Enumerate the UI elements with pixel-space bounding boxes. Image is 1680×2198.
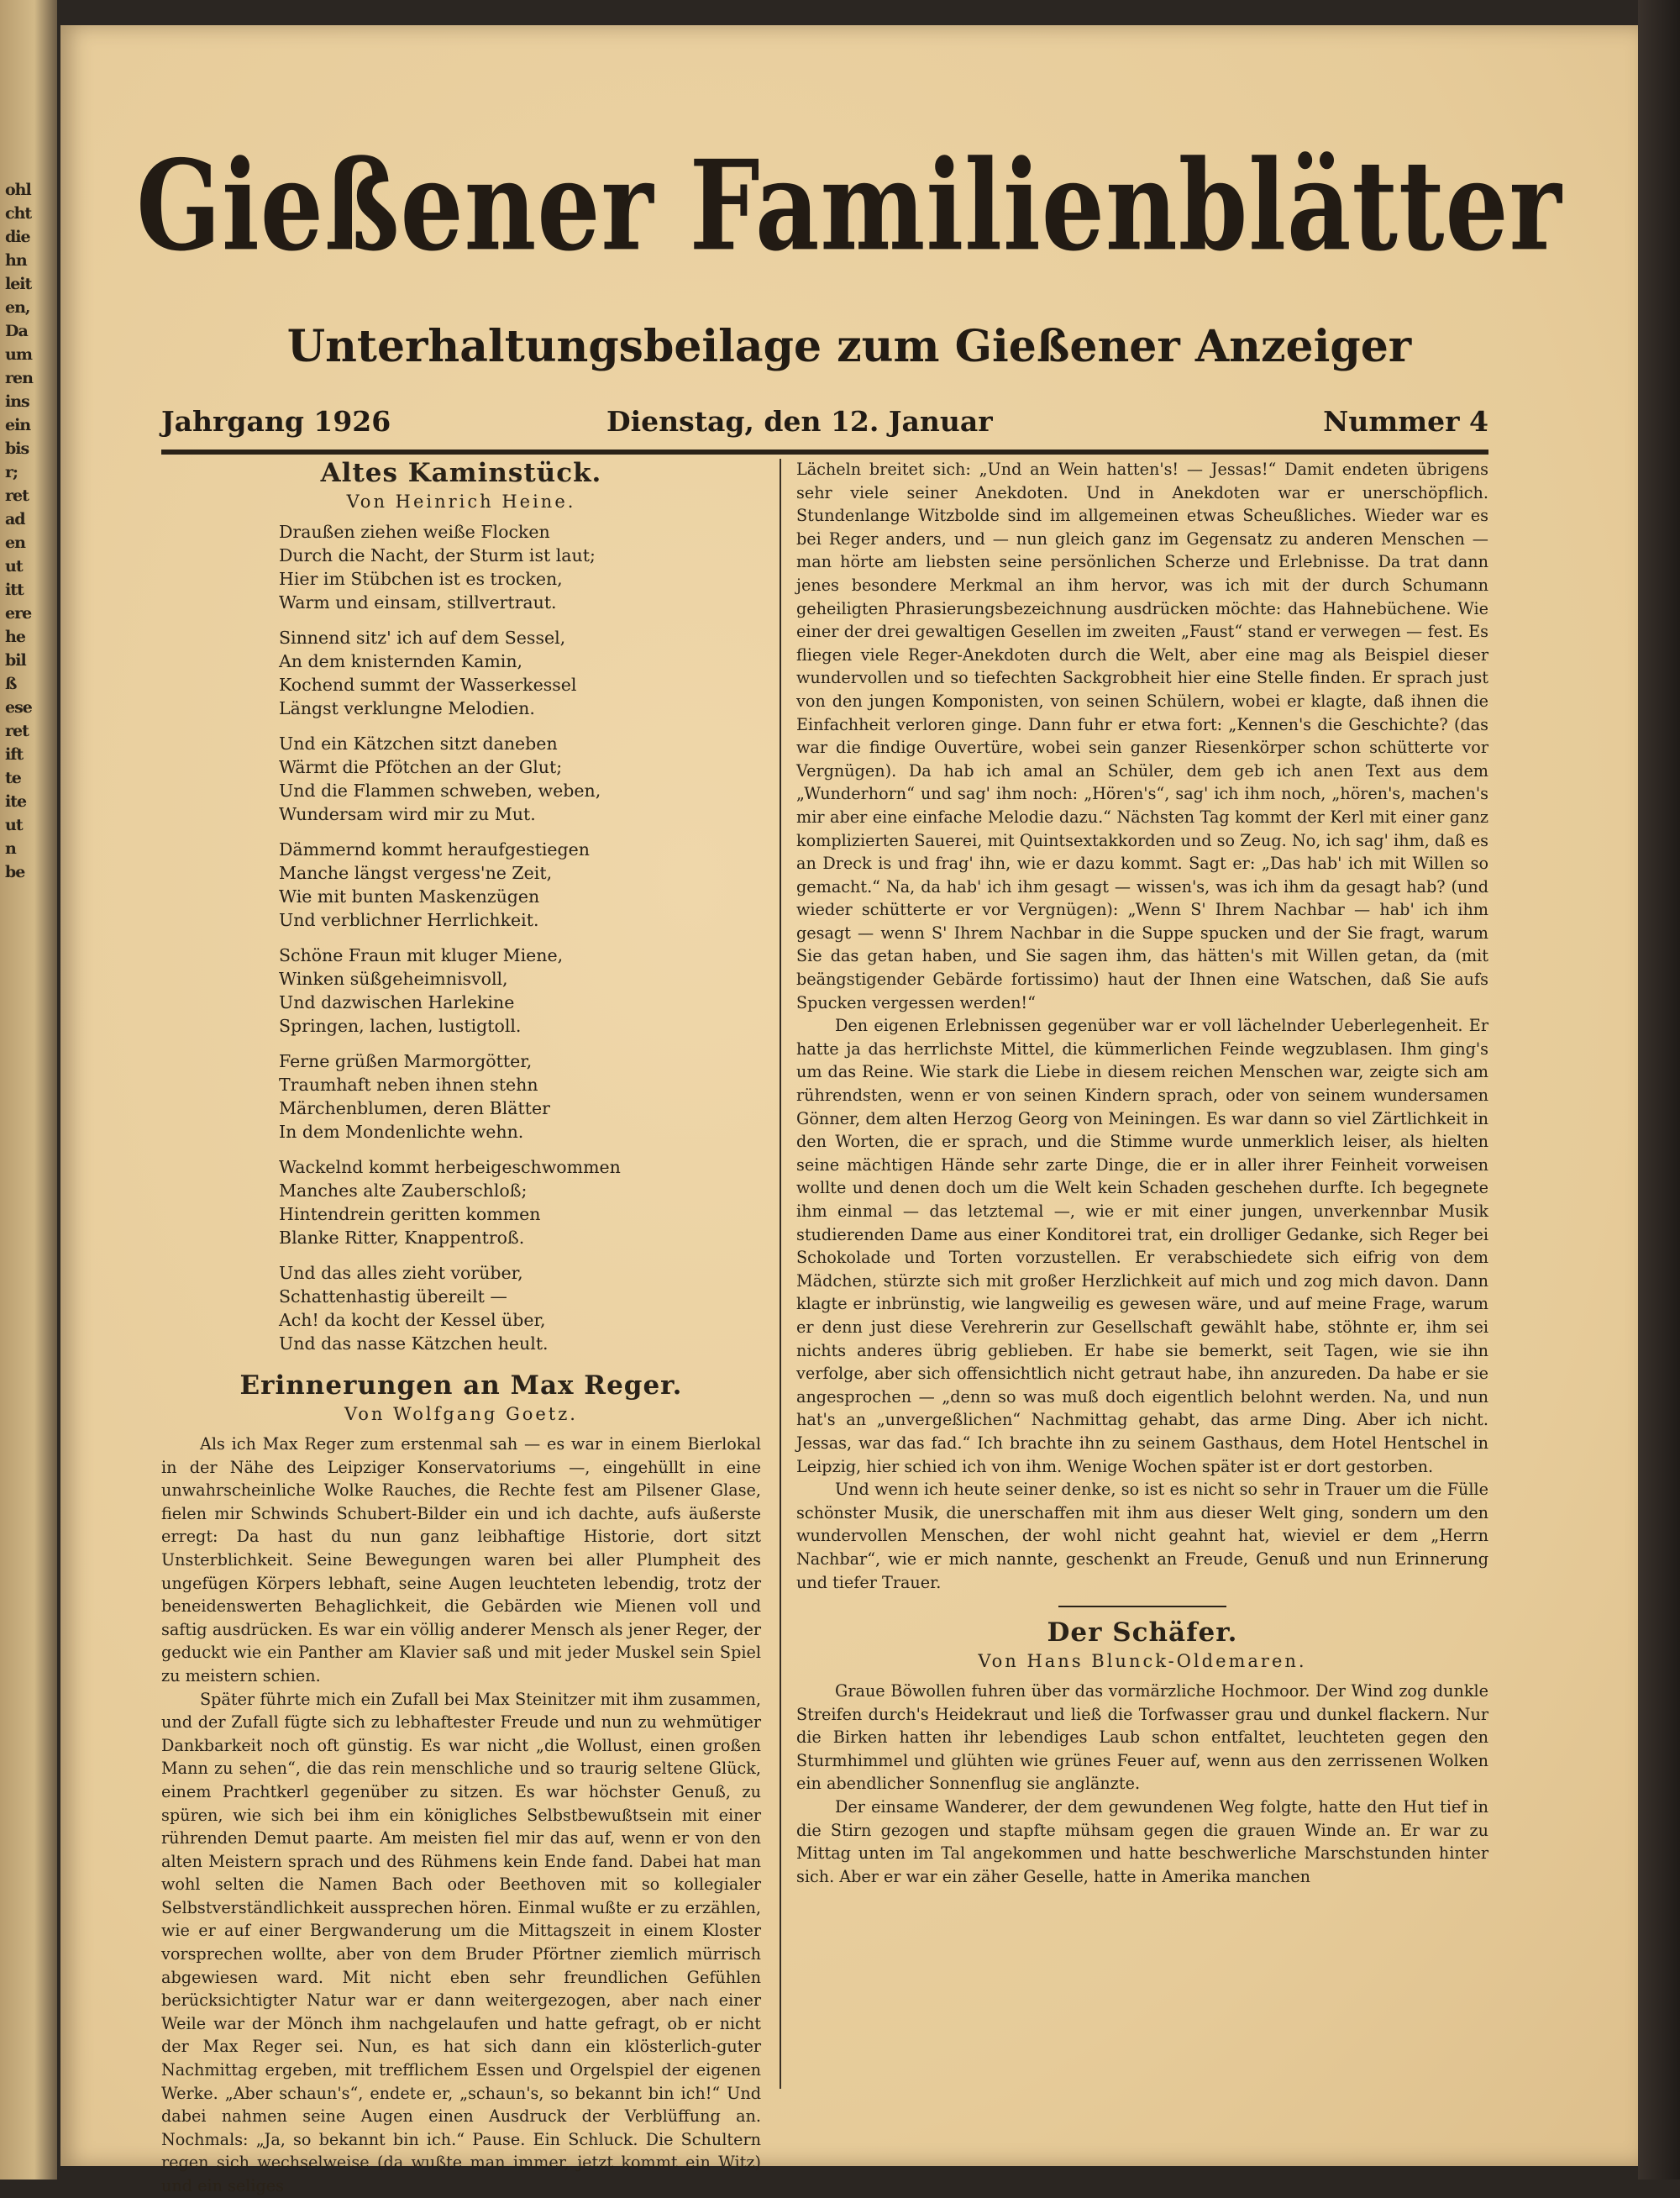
- poem-line: In dem Mondenlichte wehn.: [279, 1122, 524, 1142]
- issue-number: Nummer 4: [1323, 405, 1488, 438]
- reger-article-part-2: [796, 458, 1488, 1594]
- left-column: [161, 458, 761, 2198]
- poem-line: Ferne grüßen Marmorgötter,: [279, 1051, 533, 1071]
- poem-line: Draußen ziehen weiße Flocken: [279, 522, 550, 542]
- poem-line: An dem knisternden Kamin,: [279, 651, 523, 671]
- poem-line: Längst verklungne Melodien.: [279, 698, 535, 718]
- left-page-fragment: r;: [5, 463, 18, 481]
- article-separator: [1058, 1606, 1226, 1607]
- left-page-fragment: ren: [5, 369, 33, 387]
- poem-line: Blanke Ritter, Knappentroß.: [279, 1228, 525, 1248]
- reger-author: Von Wolfgang Goetz.: [344, 1404, 578, 1424]
- paragraph: Lächeln breitet sich: „Und an Wein hatten's! — Jessas!“ Damit endeten übrigens sehr viele seiner Anekdoten. Und in Anekdoten war er unerschöpflich. Stundenlange Witzbolde sind im allgemeinen etwas Scheußliches. Wieder war es bei Reger anders, und — nun gleich ganz im Gegensatz zu anderen Menschen — man hörte am liebsten seine persönlichen Scherze und Erlebnisse. Da trat dann jenes besondere Merkmal an ihm hervor, was ich mit der durch Schumann geheiligten Phrasierungsbezeichnung ausdrücken möchte: das Hahnebüchene. Wie einer der drei gewaltigen Gesellen im zweiten „Faust“ stand er verwegen — fest. Es fliegen viele Reger-Anekdoten durch die Welt, aber eine mag als Beispiel dieser wundervollen und so tiefechten Sackgrobheit hier eine Stelle finden. Er sprach just von den jungen Komponisten, von seinen Schülern, wobei er klagte, daß ihnen die Einfachheit verloren ginge. Dann fuhr er etwa fort: „Kennen's die Geschichte? (das war die findige Ouvertüre, wobei sein ganzer Riesenkörper schon schütterte vor Vergnügen). Da hab ich amal an Schüler, dem geb ich anen Text aus dem „Wunderhorn“ und sag' ihm noch: „Hören's“, sag' ich ihm noch, „hören's, machen's mir aber eine einfache Melodie dazu.“ Nächsten Tag kommt der Kerl mit einer ganz komplizierten Sauerei, mit Quintsextakkorden und so Zeug. No, ich sag' ihm, daß es an Dreck is und frag' ihn, wie er dazu kommt. Sagt er: „Das hab' ich mit Willen so gemacht.“ Na, da hab' ich ihm gesagt — wissen's, was ich ihm da gesagt hab? (und wieder schütterte er vor Vergnügen): „Wenn S' Ihrem Nachbar — hab' ich ihm gesagt — wenn S' Ihrem Nachbar in die Suppe spucken und der Sie fragt, warum Sie das getan haben, und Sie sagen ihm, das hätten's mit Willen getan, da (mit beängstigender Gebärde fortissimo) haut der Ihnen eine Watschen, daß Sie aufs Spucken vergessen werden!“: [796, 460, 1488, 1012]
- left-page-fragment: ret: [5, 722, 29, 740]
- poem-line: Manche längst vergess'ne Zeit,: [279, 863, 553, 883]
- poem-line: Und das alles zieht vorüber,: [279, 1263, 523, 1283]
- left-page-fragment: hn: [5, 251, 27, 270]
- left-page-fragment: bil: [5, 651, 26, 670]
- left-page-fragment: bis: [5, 439, 29, 458]
- poem-line: Märchenblumen, deren Blätter: [279, 1098, 550, 1118]
- poem-line: Schattenhastig übereilt —: [279, 1286, 507, 1307]
- poem-line: Wackelnd kommt herbeigeschwommen: [279, 1157, 621, 1177]
- poem-author: Von Heinrich Heine.: [346, 492, 576, 512]
- poem-line: Ach! da kocht der Kessel über,: [279, 1310, 546, 1330]
- reger-title: Erinnerungen an Max Reger.: [239, 1370, 683, 1401]
- poem-line: Schöne Fraun mit kluger Miene,: [279, 945, 564, 965]
- schaefer-author: Von Hans Blunck-Oldemaren.: [978, 1651, 1307, 1672]
- left-page-fragment: ut: [5, 816, 23, 834]
- left-page-fragment: ere: [5, 604, 32, 623]
- left-page-fragment: ohl: [5, 181, 31, 199]
- right-column: [796, 458, 1488, 1888]
- poem-line: Wie mit bunten Maskenzügen: [279, 886, 540, 907]
- poem-line: Sinnend sitz' ich auf dem Sessel,: [279, 628, 566, 648]
- left-page-fragment: ite: [5, 792, 27, 811]
- poem-title: Altes Kaminstück.: [320, 458, 602, 488]
- poem-line: Traumhaft neben ihnen stehn: [279, 1075, 538, 1095]
- left-page-fragment: ift: [5, 745, 24, 764]
- poem-line: Und dazwischen Harlekine: [279, 992, 515, 1012]
- poem-stanza: [279, 944, 761, 1038]
- left-page-fragment: be: [5, 863, 25, 881]
- masthead-subtitle: Unterhaltungsbeilage zum Gießener Anzeiger: [286, 321, 1412, 372]
- left-page-remnant: [0, 0, 57, 2180]
- newspaper-page: [60, 25, 1638, 2195]
- poem-stanza: [279, 732, 761, 826]
- paragraph: Den eigenen Erlebnissen gegenüber war er voll lächelnder Ueberlegenheit. Er hatte ja das herrlichste Mittel, die kümmerlichen Feinde wegzublasen. Ihm ging's um das Reine. Wie stark die Liebe in diesem reichen Menschen war, zeigte sich am rührendsten, wenn er von seinen Kindern sprach, oder von seinem wundersamen Gönner, dem alten Herzog Georg von Meiningen. Es war dann so viel Zärtlichkeit in den Worten, die er sprach, und die Stimme wurde unmerklich leiser, als hielten seine mächtigen Hände sehr zarte Dinge, die er in aller ihrer Feinheit vorweisen wollte und denen doch um die Welt kein Schaden geschehen durfte. Ich begegnete ihm einmal — das letztemal —, wie er mit einer jungen, unverkennbar Musik studierenden Dame aus einer Konditorei trat, ein drolliger Gedanke, sich Reger bei Schokolade und Torten vorzustellen. Er verabschiedete sich eifrig von dem Mädchen, stürzte sich mit großer Herzlichkeit auf mich und zog mich davon. Dann klagte er inbrünstig, wie langweilig es gewesen wäre, und auf meine Frage, warum er denn just diese Verehrerin zur Gesellschaft gewählt habe, stöhnte er, ihm sei nichts anderes übrig geblieben. Er habe sie bemerkt, seit Tagen, wie sie ihn verfolge, aber sich offensichtlich nicht getraut habe, ihn anzureden. Da habe er sie angesprochen — „denn so was muß doch eigentlich belohnt werden. Na, und nun hat's an „unvergeßlichen“ Nachmittag gehabt, das arme Ding. Aber ich nicht. Jessas, war das fad.“ Ich brachte ihn zu seinem Gasthaus, dem Hotel Hentschel in Leipzig, hier schied ich von ihm. Wenige Wochen später ist er dort gestorben.: [796, 1016, 1488, 1476]
- reger-article-part-1: [161, 1433, 761, 2198]
- poem-line: Springen, lachen, lustigtoll.: [279, 1016, 522, 1036]
- poem-stanza: [279, 520, 761, 614]
- poem-line: Warm und einsam, stillvertraut.: [279, 592, 557, 613]
- poem-stanza: [279, 1261, 761, 1355]
- left-page-fragment: ad: [5, 510, 25, 528]
- poem-line: Und die Flammen schweben, weben,: [279, 781, 601, 801]
- left-page-fragment: n: [5, 839, 16, 858]
- poem-line: Wundersam wird mir zu Mut.: [279, 804, 536, 824]
- poem-stanza: [279, 1049, 761, 1144]
- left-page-fragment: cht: [5, 204, 32, 223]
- poem-line: Durch die Nacht, der Sturm ist laut;: [279, 545, 596, 565]
- left-page-fragment: en: [5, 534, 25, 552]
- left-page-fragment: ese: [5, 698, 32, 717]
- book-edge: [1638, 0, 1680, 2180]
- issue-date: Dienstag, den 12. Januar: [606, 405, 993, 438]
- poem-line: Und ein Kätzchen sitzt daneben: [279, 734, 558, 754]
- left-page-fragment: ret: [5, 486, 29, 505]
- paragraph: Der einsame Wanderer, der dem gewundenen Weg folgte, hatte den Hut tief in die Stirn gezogen und stapfte mühsam gegen die grauen Winde an. Er war zu Mittag unten im Tal angekommen und hatte beschwerliche Marschstunden hinter sich. Aber er war ein zäher Geselle, hatte in Amerika manchen: [796, 1797, 1488, 1886]
- poem-line: Manches alte Zauberschloß;: [279, 1181, 528, 1201]
- left-page-fragment: he: [5, 628, 25, 646]
- poem-line: Und verblichner Herrlichkeit.: [279, 910, 539, 930]
- schaefer-title: Der Schäfer.: [1047, 1617, 1238, 1648]
- left-page-fragment: en,: [5, 298, 30, 317]
- paragraph: Und wenn ich heute seiner denke, so ist es nicht so sehr in Trauer um die Fülle schönster Musik, die unerschaffen mit ihm aus dieser Welt ging, sondern um den wundervollen Menschen, der wohl nicht geahnt hat, wieviel er dem „Herrn Nachbar“, wie er mich nannte, geschenkt an Freude, Genuß und nun Erinnerung und tiefer Trauer.: [796, 1480, 1488, 1592]
- masthead-rule: [161, 450, 1488, 455]
- poem-stanza: [279, 626, 761, 720]
- masthead-title: Gießener Familienblätter: [136, 132, 1562, 279]
- poem-stanza: [279, 838, 761, 932]
- poem-body: [279, 520, 761, 1355]
- column-divider: [780, 459, 781, 2089]
- left-page-fragment: Da: [5, 322, 28, 340]
- poem-line: Wärmt die Pfötchen an der Glut;: [279, 757, 563, 777]
- left-page-fragment: itt: [5, 581, 24, 599]
- left-page-fragment: ut: [5, 557, 23, 576]
- paragraph: Graue Böwollen fuhren über das vormärzliche Hochmoor. Der Wind zog dunkle Streifen durch's Heidekraut und ließ die Torfwasser grau und dunkel flackern. Nur die Birken hatten ihr lebendiges Laub schon entfaltet, leuchteten gegen den Sturmhimmel und glühten wie grünes Feuer auf, wenn aus den zerrissenen Wolken ein abendlicher Sonnenflug sie anglänzte.: [796, 1681, 1488, 1794]
- left-page-fragment: te: [5, 769, 21, 787]
- poem-line: Und das nasse Kätzchen heult.: [279, 1333, 549, 1354]
- left-page-fragment: um: [5, 345, 32, 364]
- poem-line: Hintendrein geritten kommen: [279, 1204, 541, 1224]
- paragraph: Später führte mich ein Zufall bei Max Steinitzer mit ihm zusammen, und der Zufall fügte sich zu lebhaftester Freude und nun zu wehmütiger Dankbarkeit noch oft günstig. Es war nicht „die Wollust, einen großen Mann zu sehen“, die das rein menschliche und so traurig seltene Glück, einem Prachtkerl gegenüber zu sitzen. Es war höchster Genuß, zu spüren, wie sich bei ihm ein königliches Selbstbewußtsein mit einer rührenden Demut paarte. Am meisten fiel mir das auf, wenn er von den alten Meistern sprach und des Rühmens kein Ende fand. Dabei hat man wohl selten die Namen Bach oder Beethoven mit so kollegialer Selbstverständlichkeit aussprechen hören. Einmal wußte er zu erzählen, wie er auf einer Bergwanderung um die Mittagszeit in einem Kloster vorsprechen wollte, aber von dem Bruder Pförtner ziemlich mürrisch abgewiesen ward. Mit nicht eben sehr freundlichen Gefühlen berücksichtigter Natur war er dann weitergezogen, aber nach einer Weile war der Mönch ihm nachgelaufen und hatte gefragt, ob er nicht der Max Reger sei. Nun, es hat sich dann ein klösterlich-guter Nachmittag ergeben, mit trefflichem Essen und Orgelspiel der eigenen Werke. „Aber schaun's“, endete er, „schaun's, so bekannt bin ich!“ Und dabei nahmen seine Augen einen Ausdruck der Verblüffung an. Nochmals: „Ja, so bekannt bin ich.“ Pause. Ein Schluck. Die Schultern regen sich wechselweise (da wußte man immer, jetzt kommt ein Witz) und ein seliges: [161, 1689, 761, 2195]
- left-page-fragment: die: [5, 228, 30, 246]
- left-page-fragment: ß: [5, 675, 17, 693]
- poem-line: Kochend summt der Wasserkessel: [279, 675, 577, 695]
- poem-line: Dämmernd kommt heraufgestiegen: [279, 839, 591, 860]
- left-page-fragment: leit: [5, 275, 32, 293]
- issue-info-bar: [161, 402, 1488, 445]
- left-page-fragment: ein: [5, 416, 31, 434]
- schaefer-article: [796, 1680, 1488, 1888]
- poem-line: Winken süßgeheimnisvoll,: [279, 969, 508, 989]
- poem-line: Hier im Stübchen ist es trocken,: [279, 569, 563, 589]
- poem-stanza: [279, 1155, 761, 1249]
- issue-year: Jahrgang 1926: [161, 405, 391, 438]
- left-page-fragment: ins: [5, 392, 29, 411]
- paragraph: Als ich Max Reger zum erstenmal sah — es war in einem Bierlokal in der Nähe des Leipziger Konservatoriums —, eingehüllt in eine unwahrscheinliche Wolke Rauches, die Rechte fest am Pilsener Glase, fielen mir Schwinds Schubert-Bilder ein und ich dachte, aufs äußerste erregt: Da hast du nun ganz leibhaftige Historie, dort sitzt Unsterblichkeit. Seine Bewegungen waren bei aller Plumpheit des ungefügen Körpers lebhaft, seine Augen leuchteten lebendig, trotz der beneidenswerten Behaglichkeit, die Gebärden wie Mienen voll und saftig ausdrücken. Es war ein völlig anderer Mensch als jener Reger, der geduckt wie ein Panther am Klavier saß und mit jeder Muskel sein Spiel zu meistern schien.: [161, 1434, 761, 1685]
